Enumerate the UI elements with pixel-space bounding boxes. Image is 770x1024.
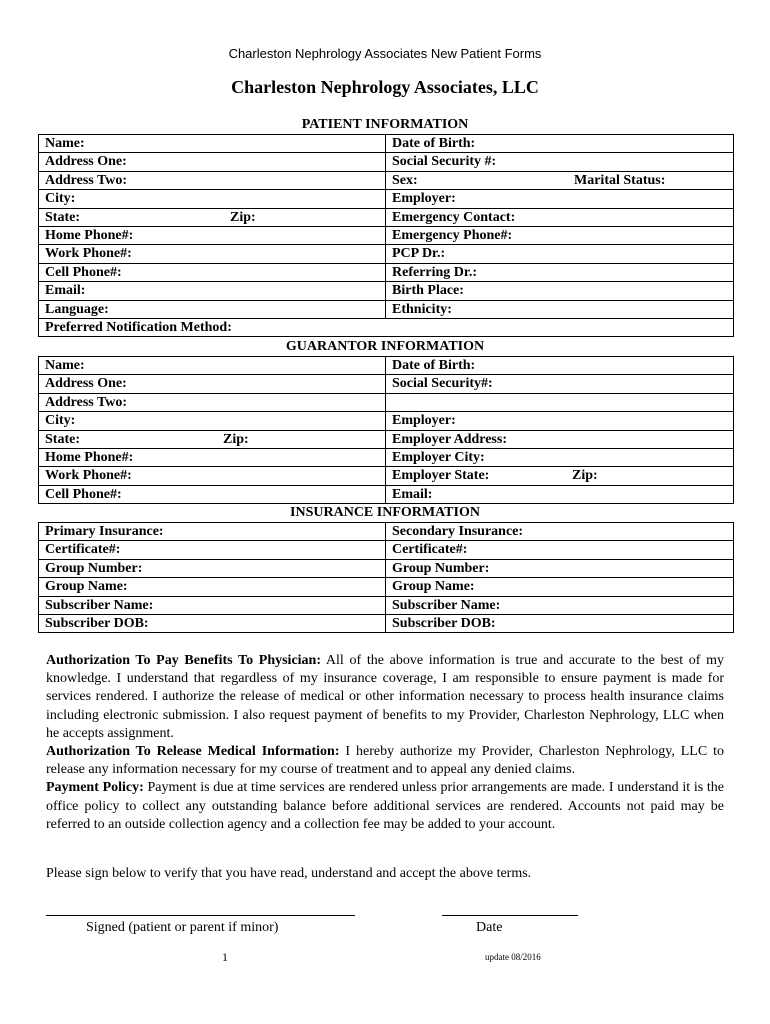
guarantor-employer-state-label: Employer State: [392, 468, 490, 484]
terms-block [46, 652, 724, 834]
payment-policy-heading: Payment Policy: [46, 780, 144, 796]
payment-policy-paragraph [46, 779, 724, 834]
auth-release-text: I hereby authorize my Provider, Charleston Nephrology, LLC to release any information necessary for my course of treatment and to appeal any denied claims. [46, 744, 724, 778]
guarantor-employer-field[interactable]: Employer: [386, 412, 734, 430]
secondary-group-number-field[interactable]: Group Number: [386, 559, 734, 577]
guarantor-address-one-field[interactable]: Address One: [39, 375, 386, 393]
guarantor-city-field[interactable]: City: [39, 412, 386, 430]
date-line[interactable] [442, 915, 578, 916]
patient-section-title: PATIENT INFORMATION [301, 117, 469, 132]
patient-state-label: State: [45, 209, 80, 225]
guarantor-ssn-field[interactable]: Social Security#: [386, 375, 734, 393]
table-row [39, 614, 734, 632]
patient-language-field[interactable]: Language: [39, 300, 386, 318]
table-row [39, 467, 734, 485]
table-row [39, 485, 734, 503]
update-note: update 08/2016 [485, 952, 541, 962]
secondary-certificate-field[interactable]: Certificate#: [386, 541, 734, 559]
patient-marital-label: Marital Status: [574, 172, 666, 188]
secondary-insurance-field[interactable]: Secondary Insurance: [386, 523, 734, 541]
auth-pay-text: All of the above information is true and accurate to the best of my knowledge. I understand that regardless of my insurance coverage, I am responsible to ensure payment is made for services rendered. I authorize the release of medical or other information necessary to process health insurance claims including electronic submission. I also request payment of benefits to my Provider, Charleston Nephrology, LLC when he accepts assignment. [46, 653, 725, 741]
auth-pay-paragraph [46, 652, 724, 743]
table-row [39, 448, 734, 466]
patient-ethnicity-field[interactable]: Ethnicity: [386, 300, 734, 318]
guarantor-empty-cell[interactable] [386, 393, 734, 411]
table-row [39, 559, 734, 577]
patient-employer-field[interactable]: Employer: [386, 190, 734, 208]
patient-state-zip-cell[interactable] [39, 208, 386, 226]
patient-work-phone-field[interactable]: Work Phone#: [39, 245, 386, 263]
guarantor-employer-city-field[interactable]: Employer City: [386, 448, 734, 466]
patient-pcp-field[interactable]: PCP Dr.: [386, 245, 734, 263]
patient-sex-marital-cell[interactable] [386, 171, 734, 189]
guarantor-state-label: State: [45, 431, 80, 447]
table-row [39, 412, 734, 430]
table-row [39, 578, 734, 596]
patient-address-two-field[interactable]: Address Two: [39, 171, 386, 189]
page-title: Charleston Nephrology Associates, LLC [231, 77, 539, 97]
patient-city-field[interactable]: City: [39, 190, 386, 208]
insurance-info-table [38, 522, 734, 633]
secondary-subscriber-dob-field[interactable]: Subscriber DOB: [386, 614, 734, 632]
auth-release-paragraph [46, 743, 724, 779]
patient-sex-label: Sex: [392, 172, 418, 188]
patient-name-field[interactable]: Name: [39, 135, 386, 153]
table-row [39, 263, 734, 281]
patient-home-phone-field[interactable]: Home Phone#: [39, 226, 386, 244]
signature-label: Signed (patient or parent if minor) [86, 920, 279, 935]
guarantor-name-field[interactable]: Name: [39, 357, 386, 375]
patient-birth-place-field[interactable]: Birth Place: [386, 282, 734, 300]
patient-zip-label: Zip: [230, 209, 256, 225]
guarantor-employer-state-zip-cell[interactable] [386, 467, 734, 485]
primary-certificate-field[interactable]: Certificate#: [39, 541, 386, 559]
table-row [39, 375, 734, 393]
patient-emergency-phone-field[interactable]: Emergency Phone#: [386, 226, 734, 244]
table-row [39, 282, 734, 300]
patient-address-one-field[interactable]: Address One: [39, 153, 386, 171]
primary-subscriber-dob-field[interactable]: Subscriber DOB: [39, 614, 386, 632]
auth-release-heading: Authorization To Release Medical Information: [46, 744, 340, 760]
guarantor-employer-zip-label: Zip: [572, 468, 598, 484]
running-header: Charleston Nephrology Associates New Patient Forms [228, 46, 542, 61]
patient-info-table [38, 134, 734, 337]
guarantor-dob-field[interactable]: Date of Birth: [386, 357, 734, 375]
guarantor-email-field[interactable]: Email: [386, 485, 734, 503]
primary-insurance-field[interactable]: Primary Insurance: [39, 523, 386, 541]
signature-line[interactable] [46, 915, 355, 916]
table-row [39, 357, 734, 375]
secondary-group-name-field[interactable]: Group Name: [386, 578, 734, 596]
guarantor-section-title: GUARANTOR INFORMATION [285, 339, 485, 354]
guarantor-work-phone-field[interactable]: Work Phone#: [39, 467, 386, 485]
table-row [39, 190, 734, 208]
primary-group-number-field[interactable]: Group Number: [39, 559, 386, 577]
page-number: 1 [222, 950, 228, 964]
table-row [39, 171, 734, 189]
table-row [39, 596, 734, 614]
patient-ssn-field[interactable]: Social Security #: [386, 153, 734, 171]
primary-group-name-field[interactable]: Group Name: [39, 578, 386, 596]
table-row [39, 318, 734, 336]
table-row [39, 523, 734, 541]
table-row [39, 153, 734, 171]
table-row [39, 300, 734, 318]
guarantor-zip-label: Zip: [223, 431, 249, 447]
table-row [39, 430, 734, 448]
table-row [39, 226, 734, 244]
payment-policy-text: Payment is due at time services are rendered unless prior arrangements are made. I understand it is the office policy to collect any outstanding balance before additional services are rendered. Accounts not paid may be referred to an outside collection agency and a collection fee may be added to your account. [46, 780, 724, 832]
patient-cell-phone-field[interactable]: Cell Phone#: [39, 263, 386, 281]
date-label: Date [476, 920, 503, 935]
guarantor-home-phone-field[interactable]: Home Phone#: [39, 448, 386, 466]
verify-statement: Please sign below to verify that you have read, understand and accept the above terms. [46, 866, 532, 881]
patient-dob-field[interactable]: Date of Birth: [386, 135, 734, 153]
table-row [39, 208, 734, 226]
patient-email-field[interactable]: Email: [39, 282, 386, 300]
guarantor-state-zip-cell[interactable] [39, 430, 386, 448]
guarantor-employer-address-field[interactable]: Employer Address: [386, 430, 734, 448]
secondary-subscriber-name-field[interactable]: Subscriber Name: [386, 596, 734, 614]
table-row [39, 135, 734, 153]
patient-notification-field[interactable]: Preferred Notification Method: [39, 318, 734, 336]
guarantor-address-two-field[interactable]: Address Two: [39, 393, 386, 411]
table-row [39, 393, 734, 411]
table-row [39, 541, 734, 559]
auth-pay-heading: Authorization To Pay Benefits To Physician: [46, 653, 322, 668]
primary-subscriber-name-field[interactable]: Subscriber Name: [39, 596, 386, 614]
patient-emergency-contact-field[interactable]: Emergency Contact: [386, 208, 734, 226]
table-row [39, 245, 734, 263]
guarantor-info-table [38, 356, 734, 504]
guarantor-cell-phone-field[interactable]: Cell Phone#: [39, 485, 386, 503]
patient-referring-field[interactable]: Referring Dr.: [386, 263, 734, 281]
insurance-section-title: INSURANCE INFORMATION [290, 505, 480, 520]
